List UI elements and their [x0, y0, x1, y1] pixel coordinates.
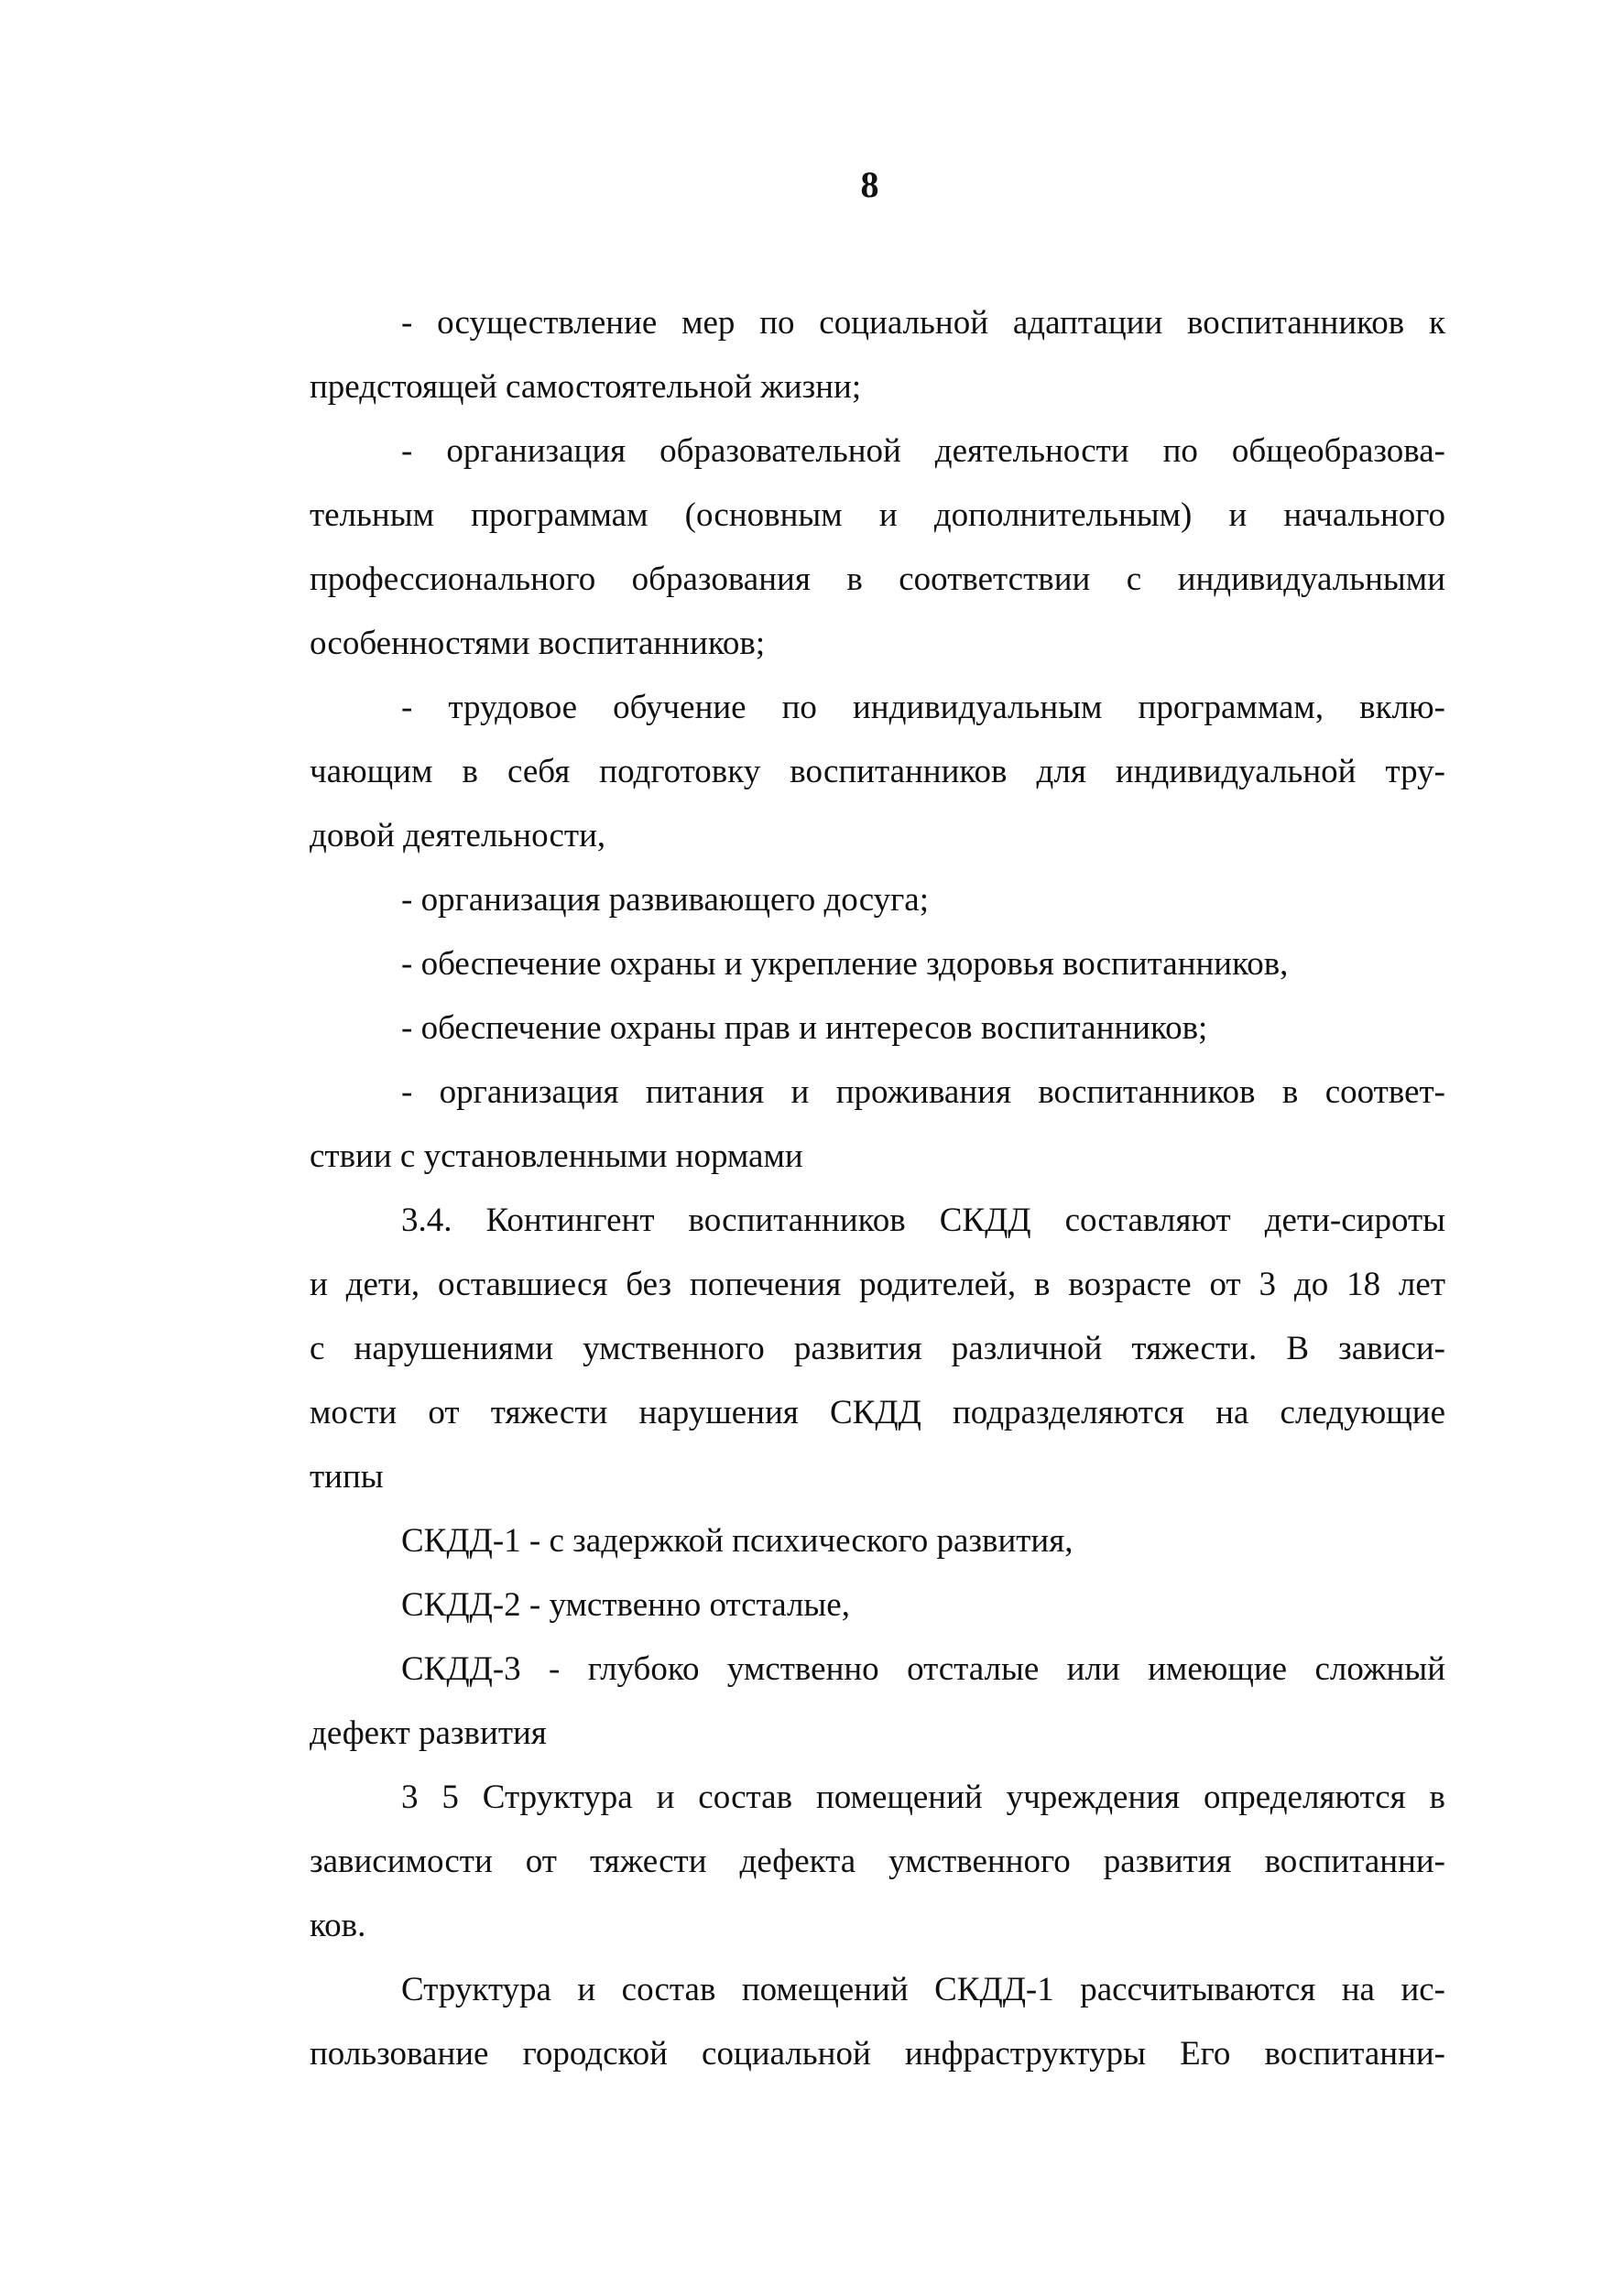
text-line: мости от тяжести нарушения СКДД подразделяются на следующие	[310, 1394, 1445, 1431]
text-line: - трудовое обучение по индивидуальным программам, вклю-	[401, 689, 1445, 726]
text-line: довой деятельности,	[310, 817, 606, 854]
text-line: СКДД-2 - умственно отсталые,	[401, 1586, 850, 1624]
text-line: предстоящей самостоятельной жизни;	[310, 368, 862, 406]
text-line: с нарушениями умственного развития различной тяжести. В зависи-	[310, 1330, 1445, 1367]
text-line: типы	[310, 1458, 384, 1496]
text-line: - обеспечение охраны прав и интересов воспитанников;	[401, 1009, 1208, 1047]
text-line: профессионального образования в соответствии с индивидуальными	[310, 560, 1445, 598]
text-line: Структура и состав помещений СКДД-1 рассчитываются на ис-	[401, 1971, 1445, 2008]
text-line: чающим в себя подготовку воспитанников для индивидуальной тру-	[310, 753, 1445, 790]
page-number: 8	[860, 164, 879, 205]
text-line: - осуществление мер по социальной адаптации воспитанников к	[401, 304, 1445, 342]
text-line: ков.	[310, 1907, 366, 1944]
text-line: особенностями воспитанников;	[310, 625, 766, 662]
text-line: дефект развития	[310, 1714, 547, 1752]
text-line: 3 5 Структура и состав помещений учреждения определяются в	[401, 1779, 1445, 1816]
text-line: СКДД-1 - с задержкой психического развития,	[401, 1522, 1073, 1560]
text-line: ствии с установленными нормами	[310, 1137, 803, 1175]
text-line: - организация развивающего досуга;	[401, 881, 930, 919]
text-line: и дети, оставшиеся без попечения родителей, в возрасте от 3 до 18 лет	[310, 1266, 1445, 1303]
text-line: пользование городской социальной инфраструктуры Его воспитанни-	[310, 2035, 1445, 2073]
text-line: - организация образовательной деятельности по общеобразова-	[401, 432, 1445, 470]
text-line: - обеспечение охраны и укрепление здоровья воспитанников,	[401, 945, 1289, 983]
document-body	[310, 291, 1445, 2086]
text-line: - организация питания и проживания воспитанников в соответ-	[401, 1073, 1445, 1111]
text-line: 3.4. Контингент воспитанников СКДД составляют дети-сироты	[401, 1202, 1445, 1239]
text-line: зависимости от тяжести дефекта умственного развития воспитанни-	[310, 1843, 1445, 1880]
text-line: СКДД-3 - глубоко умственно отсталые или имеющие сложный	[401, 1650, 1445, 1688]
text-line: тельным программам (основным и дополнительным) и начального	[310, 496, 1445, 534]
